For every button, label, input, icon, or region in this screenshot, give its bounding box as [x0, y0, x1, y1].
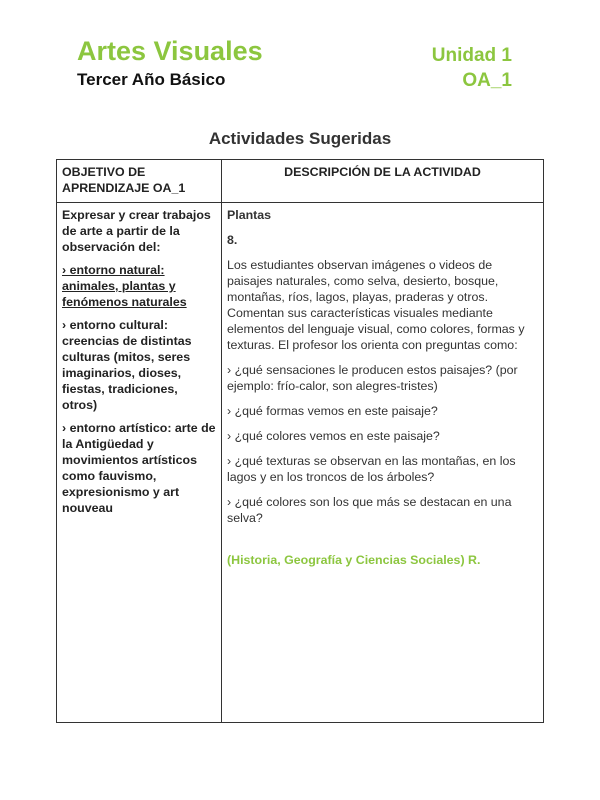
document-title: Artes Visuales	[77, 36, 263, 66]
cross-reference: (Historia, Geografía y Ciencias Sociales) R.	[227, 553, 481, 567]
objective-cultural: › entorno cultural: creencias de distintas culturas (mitos, seres imaginarios, dioses, fiestas, tradiciones, otros)	[62, 318, 192, 412]
table-header-row	[57, 160, 544, 203]
objective-natural: › entorno natural: animales, plantas y fenómenos naturales	[62, 263, 187, 309]
objective-cell	[57, 203, 222, 723]
activity-description: Los estudiantes observan imágenes o videos de paisajes naturales, como selva, desierto, bosque, montañas, ríos, lagos, playas, praderas y otros. Comentan sus características visuales mediante elementos del lenguaje visual, como colores, formas y texturas. El profesor los orienta con preguntas como:	[227, 258, 525, 352]
activity-question: › ¿qué texturas se observan en las montañas, en los lagos y en los troncos de los árboles?	[227, 454, 516, 484]
activity-question: › ¿qué sensaciones le producen estos paisajes? (por ejemplo: frío-calor, son alegres-tristes)	[227, 363, 518, 393]
document-subtitle: Tercer Año Básico	[77, 70, 226, 89]
header-objective: OBJETIVO DE APRENDIZAJE OA_1	[57, 160, 222, 203]
section-title: Actividades Sugeridas	[208, 129, 392, 148]
objective-intro: Expresar y crear trabajos de arte a partir de la observación del:	[62, 208, 211, 254]
header-description: DESCRIPCIÓN DE LA ACTIVIDAD	[222, 160, 544, 203]
activity-cell	[222, 203, 544, 723]
activity-table	[56, 159, 544, 723]
objective-artistic: › entorno artístico: arte de la Antigüedad y movimientos artísticos como fauvismo, expresionismo y art nouveau	[62, 421, 216, 515]
activity-topic: Plantas	[227, 208, 272, 222]
activity-number: 8.	[227, 233, 238, 247]
activity-question: › ¿qué formas vemos en este paisaje?	[227, 404, 438, 418]
activity-question: › ¿qué colores vemos en este paisaje?	[227, 429, 440, 443]
table-row	[57, 203, 544, 723]
unit-label: Unidad 1	[431, 45, 512, 66]
activity-question: › ¿qué colores son los que más se destacan en una selva?	[227, 495, 512, 525]
oa-label: OA_1	[462, 70, 512, 91]
